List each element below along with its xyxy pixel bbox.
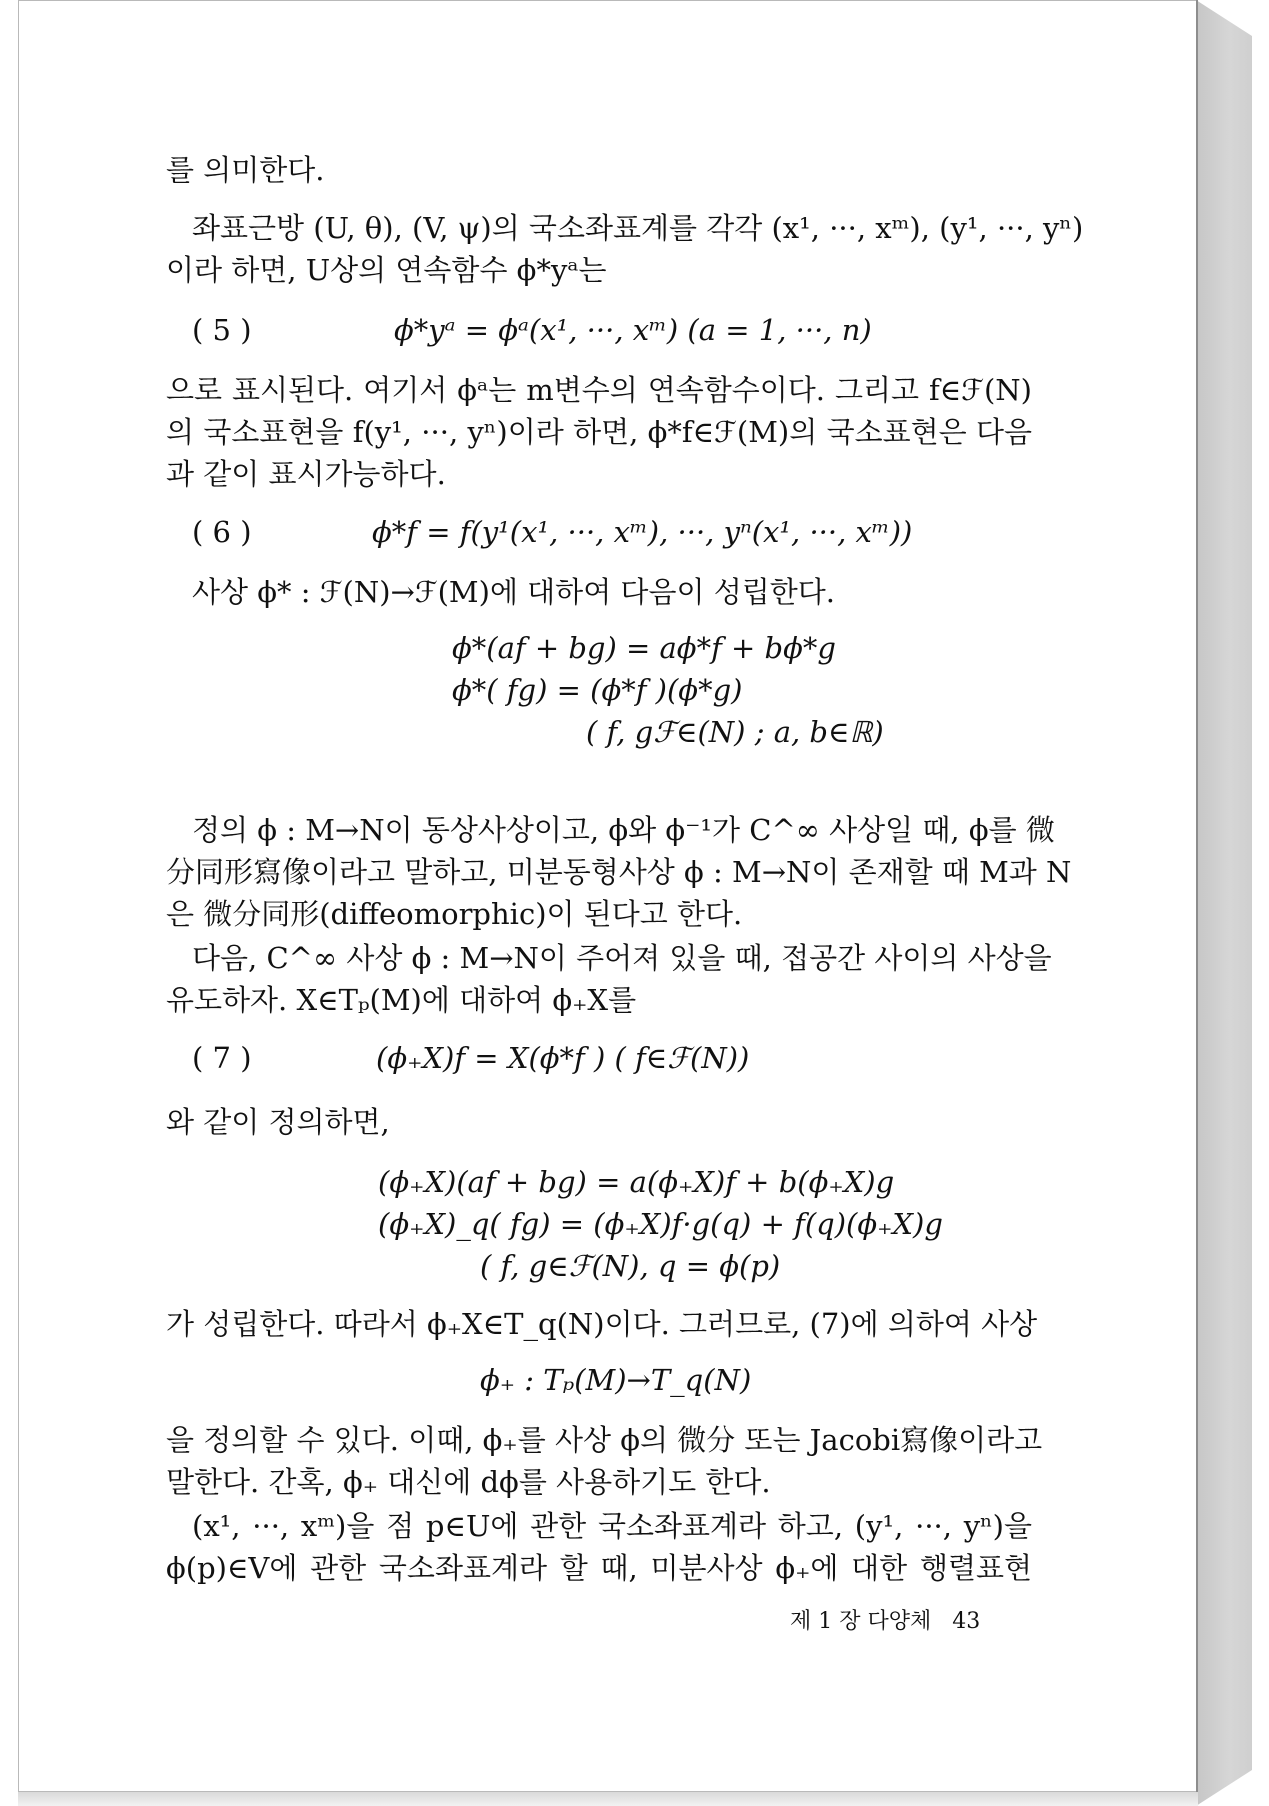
text-line-4: 으로 표시된다. 여기서 ϕᵃ는 m변수의 연속함수이다. 그리고 f∈ℱ(N) bbox=[166, 373, 1032, 407]
equation-number-5: ( 5 ) bbox=[192, 313, 252, 347]
text-line-12: 유도하자. X∈Tₚ(M)에 대하여 ϕ₊X를 bbox=[166, 983, 637, 1017]
definition-line-1: 정의 ϕ : M→N이 동상사상이고, ϕ와 ϕ⁻¹가 C^∞ 사상일 때, ϕ를 微 bbox=[192, 813, 1055, 847]
equation-6: ϕ*f = f(y¹(x¹, ···, xᵐ), ···, yⁿ(x¹, ···, xᵐ)) bbox=[372, 515, 913, 549]
text-line-5: 의 국소표현을 f(y¹, ···, yⁿ)이라 하면, ϕ*f∈ℱ(M)의 국소표현은 다음 bbox=[166, 415, 1032, 449]
equation-5: ϕ*yᵃ = ϕᵃ(x¹, ···, xᵐ) (a = 1, ···, n) bbox=[394, 313, 872, 347]
property-condition: ( f, gℱ∈(N) ; a, b∈ℝ) bbox=[586, 715, 884, 749]
equation-7: (ϕ₊X)f = X(ϕ*f ) ( f∈ℱ(N)) bbox=[376, 1041, 750, 1075]
text-line-18: ϕ(p)∈V에 관한 국소좌표계라 할 때, 미분사상 ϕ₊에 대한 행렬표현 bbox=[166, 1551, 1032, 1585]
book-spine bbox=[1196, 0, 1252, 1806]
text-line-17: (x¹, ···, xᵐ)을 점 p∈U에 관한 국소좌표계라 하고, (y¹, ···, yⁿ)을 bbox=[192, 1509, 1032, 1543]
text-line-13: 와 같이 정의하면, bbox=[166, 1105, 390, 1139]
definition-line-2: 分同形寫像이라고 말하고, 미분동형사상 ϕ : M→N이 존재할 때 M과 N bbox=[166, 855, 1072, 889]
text-line-6: 과 같이 표시가능하다. bbox=[166, 457, 446, 491]
derivative-equation-1: (ϕ₊X)(af + bg) = a(ϕ₊X)f + b(ϕ₊X)g bbox=[378, 1165, 895, 1199]
equation-number-7: ( 7 ) bbox=[192, 1041, 252, 1075]
chapter-title: 제 1 장 다양체 bbox=[790, 1609, 932, 1634]
text-line-7: 사상 ϕ* : ℱ(N)→ℱ(M)에 대하여 다음이 성립한다. bbox=[192, 575, 835, 609]
page-number: 43 bbox=[952, 1609, 981, 1634]
derivative-equation-2: (ϕ₊X)_q( fg) = (ϕ₊X)f·g(q) + f(q)(ϕ₊X)g bbox=[378, 1207, 943, 1241]
page-edge-line bbox=[1196, 0, 1198, 1806]
definition-line-3: 은 微分同形(diffeomorphic)이 된다고 한다. bbox=[166, 897, 743, 931]
text-line-11: 다음, C^∞ 사상 ϕ : M→N이 주어져 있을 때, 접공간 사이의 사상을 bbox=[192, 941, 1052, 975]
page-bottom-shadow bbox=[18, 1792, 1198, 1806]
text-line-16: 말한다. 간혹, ϕ₊ 대신에 dϕ를 사용하기도 한다. bbox=[166, 1465, 771, 1499]
text-line-2: 좌표근방 (U, θ), (V, ψ)의 국소좌표계를 각각 (x¹, ···, xᵐ), (y¹, ···, yⁿ) bbox=[192, 211, 1084, 245]
differential-map: ϕ₊ : Tₚ(M)→T_q(N) bbox=[480, 1363, 752, 1397]
text-line-3: 이라 하면, U상의 연속함수 ϕ*yᵃ는 bbox=[166, 253, 607, 287]
equation-number-6: ( 6 ) bbox=[192, 515, 252, 549]
text-line-15: 을 정의할 수 있다. 이때, ϕ₊를 사상 ϕ의 微分 또는 Jacobi寫像이라고 bbox=[166, 1423, 1043, 1457]
property-equation-1: ϕ*(af + bg) = aϕ*f + bϕ*g bbox=[452, 631, 836, 665]
property-equation-2: ϕ*( fg) = (ϕ*f )(ϕ*g) bbox=[452, 673, 743, 707]
derivative-condition: ( f, g∈ℱ(N), q = ϕ(p) bbox=[480, 1249, 781, 1283]
text-line-14: 가 성립한다. 따라서 ϕ₊X∈T_q(N)이다. 그러므로, (7)에 의하여 사상 bbox=[166, 1307, 1038, 1341]
text-line-1: 를 의미한다. bbox=[166, 153, 325, 187]
page-footer bbox=[790, 1604, 980, 1635]
